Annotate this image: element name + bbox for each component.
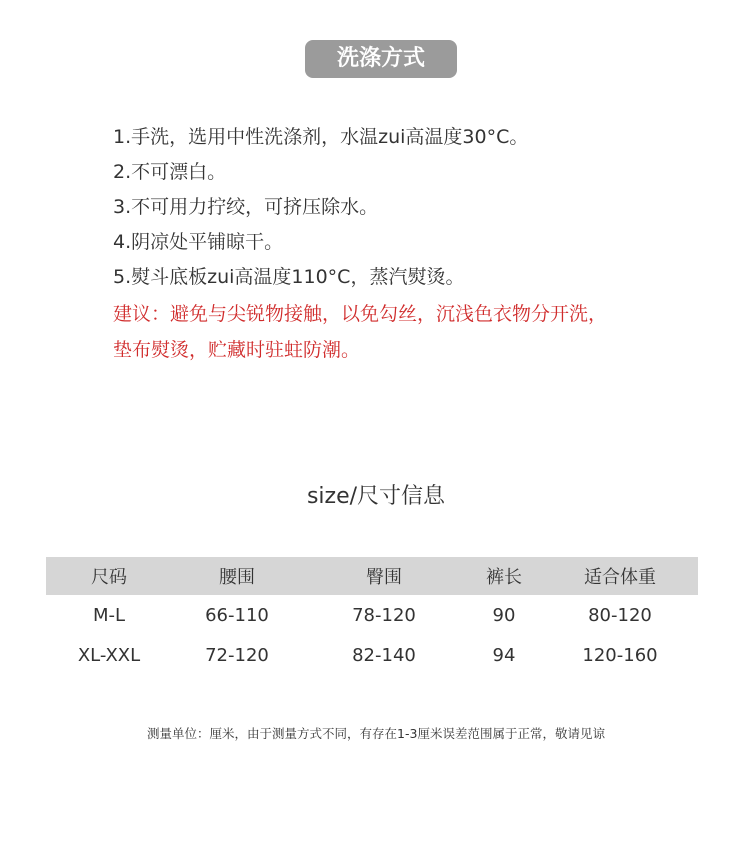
size-header-size: 尺码	[46, 557, 172, 595]
care-instruction-item: 4.阴凉处平铺晾干。	[113, 231, 284, 253]
care-section-title: 洗涤方式	[305, 40, 457, 78]
care-instruction-item: 3.不可用力拧绞，可挤压除水。	[113, 196, 379, 218]
table-row	[46, 595, 698, 635]
table-cell: 72-120	[205, 644, 269, 666]
size-section-title: size/尺寸信息	[306, 484, 446, 509]
care-instructions-list	[113, 120, 733, 295]
care-advice-line: 建议：避免与尖锐物接触，以免勾丝，沉浅色衣物分开洗，	[113, 303, 608, 325]
size-table	[46, 557, 698, 675]
size-header-weight: 适合体重	[542, 557, 698, 595]
table-cell: 120-160	[582, 644, 658, 666]
table-cell: XL-XXL	[77, 644, 141, 666]
table-cell: 82-140	[352, 644, 416, 666]
table-cell: 94	[492, 644, 516, 666]
care-advice	[113, 296, 733, 368]
table-cell: 66-110	[205, 604, 269, 626]
measurement-note: 测量单位：厘米，由于测量方式不同，有存在1-3厘米误差范围属于正常，敬请见谅	[147, 726, 605, 741]
care-instruction-item: 2.不可漂白。	[113, 161, 227, 183]
size-table-header-row	[46, 557, 698, 595]
care-advice-line: 垫布熨烫，贮藏时驻蛀防潮。	[113, 339, 361, 361]
size-header-hip: 臀围	[302, 557, 466, 595]
table-row	[46, 635, 698, 675]
care-instruction-item: 1.手洗，选用中性洗涤剂，水温zui高温度30°C。	[113, 126, 529, 148]
table-cell: 90	[492, 604, 516, 626]
care-instruction-item: 5.熨斗底板zui高温度110°C，蒸汽熨烫。	[113, 266, 465, 288]
table-cell: 78-120	[352, 604, 416, 626]
table-cell: 80-120	[588, 604, 652, 626]
size-header-length: 裤长	[466, 557, 542, 595]
table-cell: M-L	[92, 604, 126, 626]
size-header-waist: 腰围	[172, 557, 302, 595]
